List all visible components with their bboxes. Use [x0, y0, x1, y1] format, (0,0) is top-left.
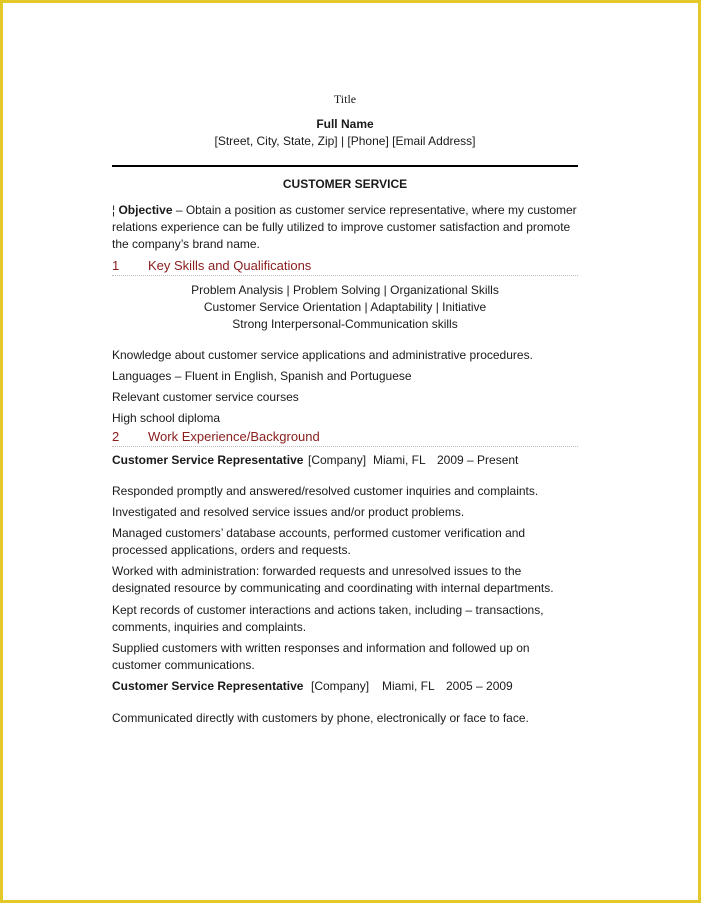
job-duty: Investigated and resolved service issues and/or product problems. [112, 505, 465, 519]
bullet-icon: ¦ [112, 203, 116, 217]
objective-label: Objective [118, 203, 173, 217]
job-dates: 2009 – Present [437, 453, 519, 467]
job-duty: Worked with administration: forwarded requests and unresolved issues to the designated resource by communicating and coordinating with internal departments. [112, 564, 554, 595]
job-duty: Supplied customers with written responses and information and followed up on customer communications. [112, 641, 530, 672]
objective-paragraph [112, 202, 578, 253]
job-role: Customer Service Representative [112, 679, 304, 693]
job-dates: 2005 – 2009 [446, 679, 513, 693]
qualification-item: Languages – Fluent in English, Spanish and Portuguese [112, 369, 412, 383]
section-heading-experience [112, 428, 578, 447]
job-company: [Company] [308, 453, 367, 467]
document-title: Title [333, 92, 357, 106]
job-role: Customer Service Representative [112, 453, 304, 467]
header-divider [112, 165, 578, 167]
section-heading-skills [112, 257, 578, 276]
job-duty: Kept records of customer interactions and actions taken, including – transactions, comments, inquiries and complaints. [112, 603, 544, 634]
section-title: Key Skills and Qualifications [148, 258, 312, 273]
qualification-item: Knowledge about customer service applications and administrative procedures. [112, 348, 533, 362]
objective-text: – Obtain a position as customer service representative, where my customer relations experience can be fully utilized to improve customer satisfaction and promote the company’s brand name. [112, 203, 577, 251]
skills-line: Problem Analysis | Problem Solving | Organizational Skills [191, 283, 499, 297]
qualification-item: Relevant customer service courses [112, 390, 299, 404]
job-company: [Company] [311, 679, 370, 693]
job-duty: Communicated directly with customers by phone, electronically or face to face. [112, 711, 529, 725]
resume-heading: CUSTOMER SERVICE [282, 177, 408, 191]
section-number: 2 [112, 429, 120, 444]
skills-line: Customer Service Orientation | Adaptability | Initiative [203, 300, 487, 314]
section-title: Work Experience/Background [148, 429, 320, 444]
qualification-item: High school diploma [112, 411, 221, 425]
job-location: Miami, FL [382, 679, 435, 693]
skills-line: Strong Interpersonal-Communication skills [232, 317, 458, 331]
full-name: Full Name [316, 117, 374, 131]
section-number: 1 [112, 258, 120, 273]
job-location: Miami, FL [373, 453, 426, 467]
job-duty: Responded promptly and answered/resolved customer inquiries and complaints. [112, 484, 539, 498]
job-duty: Managed customers’ database accounts, performed customer verification and processed applications, orders and requests. [112, 526, 526, 557]
contact-info: [Street, City, State, Zip] | [Phone] [Email Address] [214, 134, 476, 148]
skills-list [112, 282, 578, 333]
